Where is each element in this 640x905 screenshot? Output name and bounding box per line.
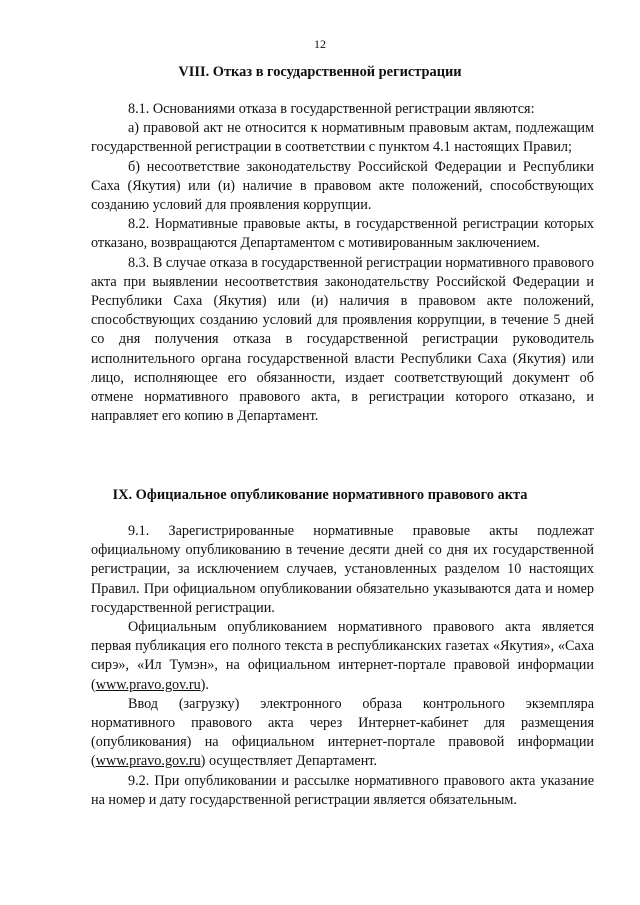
paragraph-8-1-b: б) несоответствие законодательству Российской Федерации и Республики Саха (Якутия) или (и) наличие в правовом акте положений, способствующих созданию условий для проявления коррупции.	[91, 158, 594, 214]
paragraph-9-1: 9.1. Зарегистрированные нормативные правовые акты подлежат официальному опубликованию в течение десяти дней со дня их государственной регистрации, за исключением случаев, установленных разделом 10 настоящих Правил. При официальном опубликовании обязательно указываются дата и номер государственной регистрации.	[91, 523, 594, 616]
paragraph-9-1-upload	[91, 695, 594, 772]
paragraph-8-1-a: а) правовой акт не относится к нормативным правовым актам, подлежащим государственной регистрации в соответствии с пунктом 4.1 настоящих Правил;	[91, 120, 594, 156]
paragraph-8-1: 8.1. Основаниями отказа в государственной регистрации являются:	[128, 101, 535, 117]
paragraph-8-2: 8.2. Нормативные правовые акты, в государственной регистрации которых отказано, возвращаются Департаментом с мотивированным заключением.	[91, 216, 594, 252]
section-9-title: IX. Официальное опубликование нормативного правового акта	[112, 487, 528, 503]
upload-text-end: ) осуществляет Департамент.	[200, 753, 377, 770]
pravo-link-2[interactable]: www.pravo.gov.ru	[95, 753, 201, 770]
page-number: 12	[314, 37, 326, 51]
paragraph-9-1-publication	[91, 618, 594, 695]
paragraph-9-2: 9.2. При опубликовании и рассылке нормативного правового акта указание на номер и дату государственной регистрации является обязательным.	[91, 772, 594, 808]
section-8-title: VIII. Отказ в государственной регистрации	[178, 64, 462, 80]
paragraph-8-3: 8.3. В случае отказа в государственной регистрации нормативного правового акта при выявлении несоответствия законодательству Российской Федерации и Республики Саха (Якутия) или (и) наличия в правовом акте положений, способствующих созданию условий для проявления коррупции, в течение 5 дней со дня получения отказа в государственной регистрации руководитель исполнительного органа государственной власти Республики Саха (Якутия) или лицо, исполняющее его обязанности, издает соответствующий документ об отмене нормативного правового акта, в регистрации которого отказано, и направляет его копию в Департамент.	[91, 254, 594, 425]
publication-text: Официальным опубликованием нормативного правового акта является первая публикация его полного текста в республиканских газетах «Якутия», «Саха сирэ», «Ил Тумэн», на официальном интернет-портале правовой информации (	[91, 619, 594, 693]
section-9-body	[91, 522, 594, 810]
pravo-link[interactable]: www.pravo.gov.ru	[95, 676, 201, 693]
section-8-body	[91, 100, 594, 426]
publication-text-end: ).	[200, 676, 209, 693]
upload-text: Ввод (загрузку) электронного образа контрольного экземпляра нормативного правового акта через Интернет-кабинет для размещения (опубликования) на официальном интернет-портале правовой информации (	[91, 695, 594, 770]
